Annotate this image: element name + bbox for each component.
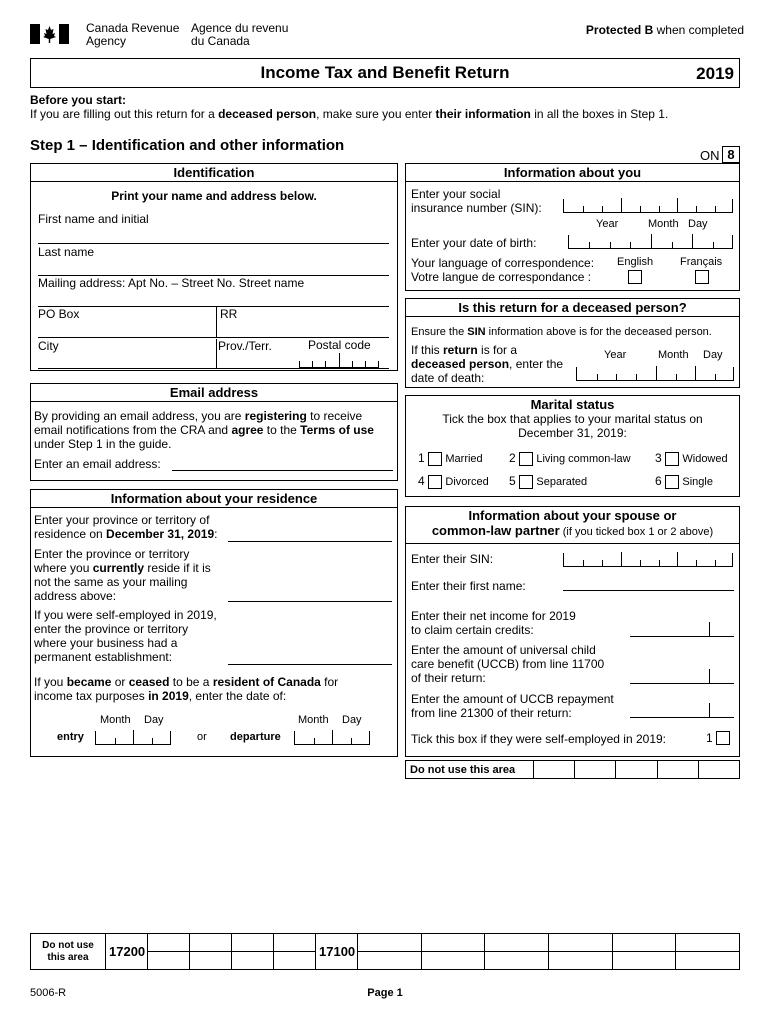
spouse-uccb-label: Enter the amount of universal child care benefit (UCCB) from line 11700 of their return: — [411, 643, 605, 685]
spouse-self-employed-label: Tick this box if they were self-employed in 2019: — [411, 732, 667, 746]
dob-label: Enter your date of birth: — [411, 236, 537, 250]
marital-option-married[interactable]: 1 Married — [418, 451, 483, 465]
spouse-uccb-field[interactable] — [630, 683, 734, 684]
entry-day-label: Day — [144, 714, 164, 726]
marital-option-divorced[interactable]: 4 Divorced — [418, 474, 489, 488]
dob-month-label: Month — [648, 218, 679, 230]
entry-month-label: Month — [100, 714, 131, 726]
about-you-header: Information about you — [405, 163, 740, 182]
spouse-self-employed-num: 1 — [706, 731, 713, 745]
death-day-label: Day — [703, 349, 723, 361]
death-year-label: Year — [604, 349, 627, 361]
spouse-header: Information about your spouse or common-law partner (if you ticked box 1 or 2 above) — [405, 508, 740, 544]
francais-checkbox[interactable] — [695, 270, 709, 284]
agency-name-en: Canada Revenue Agency — [86, 21, 180, 48]
city-field[interactable] — [38, 368, 389, 369]
sin-label: Enter your social insurance number (SIN): — [411, 187, 542, 215]
print-label: Print your name and address below. — [111, 189, 317, 203]
spouse-name-label: Enter their first name: — [411, 579, 526, 593]
spouse-uccb-repay-label: Enter the amount of UCCB repayment from line 21300 of their return: — [411, 692, 614, 720]
business-province-field[interactable] — [228, 664, 392, 665]
mailing-field[interactable] — [38, 306, 389, 307]
residence-province-field[interactable] — [228, 541, 392, 542]
prov-label: Prov./Terr. — [218, 339, 272, 353]
dob-comb[interactable] — [568, 235, 733, 249]
do-not-use-grid-bottom: Do not use this area 17200 17100 — [30, 933, 740, 970]
email-consent-text: By providing an email address, you are registering to receive email notifications from the CRA and agree to the Terms of use under Step 1 in the guide. — [34, 409, 374, 451]
last-name-label: Last name — [38, 245, 95, 259]
province-num: 8 — [722, 146, 740, 163]
residence-q4: If you became or ceased to be a resident of Canada for income tax purposes in 2019, enter the date of: — [34, 675, 339, 703]
deceased-ensure: Ensure the SIN information above is for the deceased person. — [411, 326, 712, 338]
residence-header: Information about your residence — [30, 489, 398, 508]
postal-code-comb[interactable] — [299, 354, 379, 368]
po-box-label: PO Box — [38, 307, 80, 321]
marital-option-common-law[interactable]: 2 Living common-law — [509, 451, 631, 465]
first-name-label: First name and initial — [38, 212, 149, 226]
agency-name-fr: Agence du revenu du Canada — [191, 21, 289, 48]
spouse-uccb-repay-field[interactable] — [630, 717, 734, 718]
form-code: 5006-R — [30, 987, 67, 999]
canada-flag-logo — [30, 24, 69, 44]
sin-comb[interactable] — [563, 199, 733, 213]
departure-label: departure — [230, 731, 281, 743]
entry-label: entry — [57, 731, 84, 743]
dob-day-label: Day — [688, 218, 708, 230]
residence-q3: If you were self-employed in 2019, enter the province or territory where your business had a permanent establishment: — [34, 608, 217, 664]
current-province-field[interactable] — [228, 601, 392, 602]
residence-q2: Enter the province or territory where you currently reside if it is not the same as your mailing address above: — [34, 547, 211, 603]
english-label: English — [617, 256, 654, 268]
step1-title: Step 1 – Identification and other information — [30, 137, 345, 154]
deceased-question: If this return is for a deceased person, enter the date of death: — [411, 343, 564, 385]
departure-month-label: Month — [298, 714, 329, 726]
spouse-name-field[interactable] — [563, 590, 734, 591]
email-header: Email address — [30, 383, 398, 402]
spouse-self-employed-checkbox[interactable] — [716, 731, 730, 745]
spouse-sin-label: Enter their SIN: — [411, 552, 494, 566]
residence-q1: Enter your province or territory of residence on December 31, 2019: — [34, 513, 218, 541]
language-label: Your language of correspondence: Votre langue de correspondance : — [411, 256, 595, 284]
spouse-net-income-label: Enter their net income for 2019 to claim certain credits: — [411, 609, 576, 637]
departure-day-label: Day — [342, 714, 362, 726]
spouse-net-income-field[interactable] — [630, 636, 734, 637]
francais-label: Français — [680, 256, 723, 268]
city-label: City — [38, 339, 59, 353]
dob-year-label: Year — [596, 218, 619, 230]
page-number: Page 1 — [367, 987, 403, 999]
death-date-comb[interactable] — [576, 367, 734, 381]
protected-label: Protected B when completed — [585, 23, 744, 37]
form-title: Income Tax and Benefit Return — [260, 63, 510, 82]
marital-header: Marital status — [530, 397, 615, 412]
marital-option-separated[interactable]: 5 Separated — [509, 474, 588, 488]
spouse-sin-comb[interactable] — [563, 553, 733, 567]
province-code: ON — [700, 148, 720, 163]
departure-date-comb[interactable] — [294, 731, 370, 745]
entry-date-comb[interactable] — [95, 731, 171, 745]
before-start-text: If you are filling out this return for a deceased person, make sure you enter their information in all the boxes in Step 1. — [30, 107, 669, 121]
before-start-heading: Before you start: — [30, 93, 127, 107]
identification-header: Identification — [30, 163, 398, 182]
form-year: 2019 — [696, 64, 734, 83]
email-label: Enter an email address: — [34, 457, 161, 471]
marital-instructions: Tick the box that applies to your marital status on December 31, 2019: — [442, 412, 703, 440]
email-field[interactable] — [172, 470, 393, 471]
do-not-use-grid-top: Do not use this area — [405, 760, 740, 779]
or-label: or — [197, 731, 207, 743]
marital-option-widowed[interactable]: 3 Widowed — [655, 451, 728, 465]
rr-label: RR — [220, 307, 238, 321]
first-name-field[interactable] — [38, 243, 389, 244]
mailing-label: Mailing address: Apt No. – Street No. Street name — [38, 276, 305, 290]
death-month-label: Month — [658, 349, 689, 361]
english-checkbox[interactable] — [628, 270, 642, 284]
postal-label: Postal code — [308, 338, 371, 352]
marital-option-single[interactable]: 6 Single — [655, 474, 713, 488]
deceased-header: Is this return for a deceased person? — [405, 298, 740, 317]
